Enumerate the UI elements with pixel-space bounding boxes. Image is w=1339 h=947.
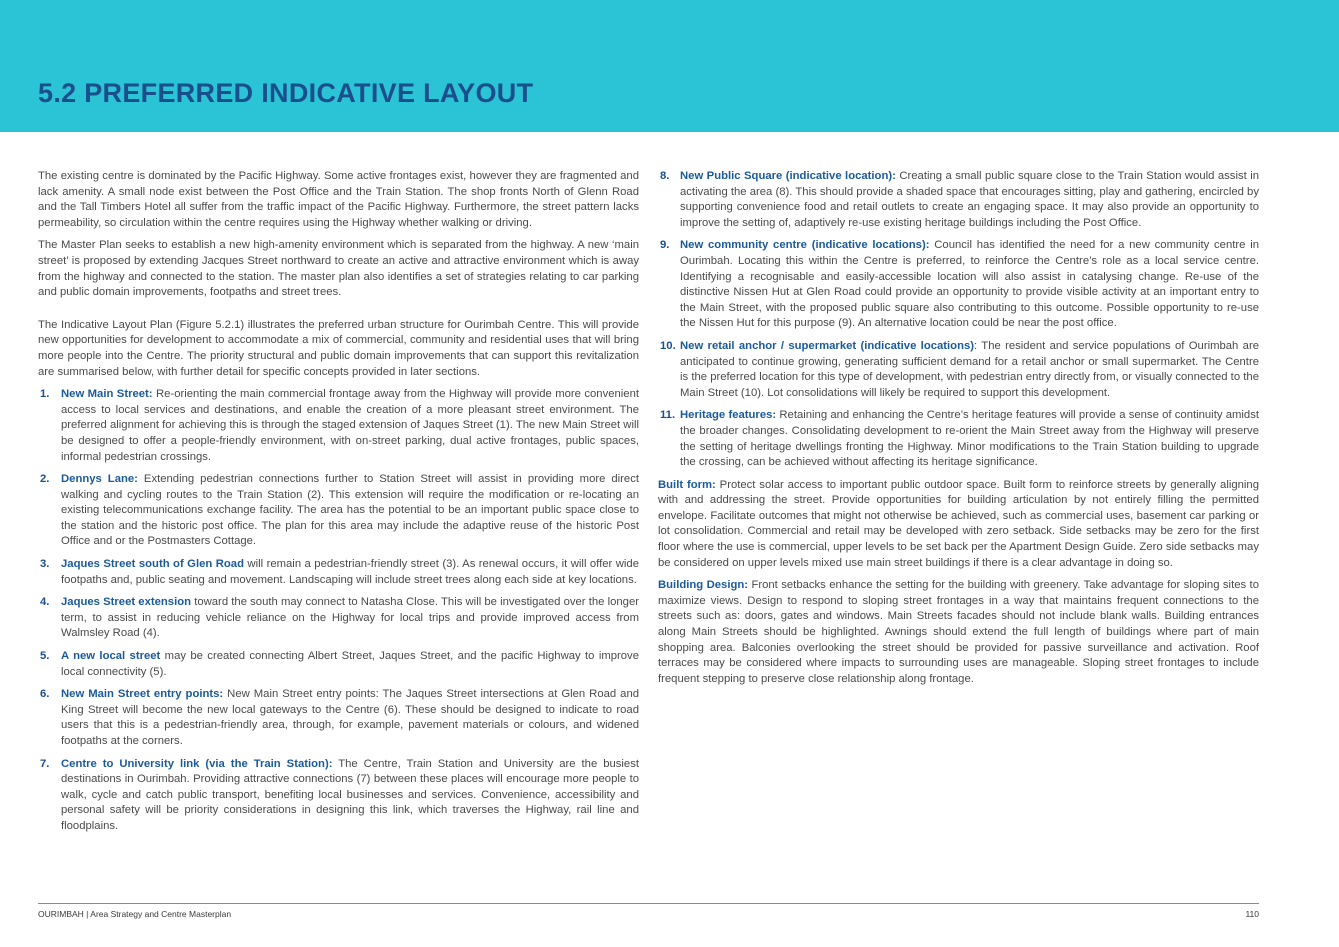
item-heading: Heritage features: — [680, 409, 777, 422]
footer-divider — [38, 903, 1259, 904]
item-text: New Main Street entry points: The Jaques Street intersections at Glen Road and King Street will become the new local gateways to the Centre (6). These should be designed to indicate to road users that this is a pedestrian-friendly area, through, for example, pavement materials or colours, and widened footpaths at the corners. — [61, 688, 640, 747]
list-item — [38, 649, 639, 680]
item-number: 7. — [40, 757, 50, 770]
footer-document-title: OURIMBAH | Area Strategy and Centre Masterplan — [38, 909, 232, 919]
item-heading: Centre to University link (via the Train Station): — [61, 757, 333, 770]
strategy-list-left — [38, 387, 639, 834]
built-form-heading: Built form: — [658, 478, 716, 491]
item-number: 11. — [660, 409, 676, 422]
built-form-paragraph — [658, 478, 1259, 572]
footer-page-number: 110 — [1245, 909, 1259, 919]
item-heading: A new local street — [61, 650, 161, 663]
item-heading: Jaques Street extension — [61, 596, 192, 609]
paragraph-spacer — [38, 308, 639, 318]
item-heading: Dennys Lane: — [61, 473, 138, 486]
item-heading: New Main Street entry points: — [61, 688, 224, 701]
item-text: Council has identified the need for a new community centre in Ourimbah. Locating this within the Centre is preferred, to reinforce the Centre’s role as a local service centre. Identifying a recognisable and easily-accessible location will also assist in catalysing change. Re-use of the distinctive Nissen Hut at Glen Road could provide an opportunity to provide visible activity at an important entry to the Main Street, with the proposed public square also contributing to this outcome. Possible opportunity to re-use the Nissen Hut for this purpose (9). An alternative location could be near the post office. — [680, 239, 1259, 330]
left-column — [38, 169, 639, 842]
item-number: 10. — [660, 339, 676, 352]
intro-paragraph: The existing centre is dominated by the Pacific Highway. Some active frontages exist, however they are fragmented and lack amenity. A small node exist between the Post Office and the Train Station. The shop fronts North of Glenn Road and the Tall Timbers Hotel all suffer from the traffic impact of the Pacific Highway. Furthermore, the street pattern lacks permeability, so circulation within the centre requires using the Highway whether walking or driving. — [38, 170, 639, 229]
item-number: 2. — [40, 473, 50, 486]
item-number: 3. — [40, 558, 50, 571]
list-item — [658, 339, 1259, 401]
list-item — [38, 595, 639, 642]
item-heading: New community centre (indicative locations): — [680, 239, 930, 252]
item-heading: New retail anchor / supermarket (indicative locations) — [680, 339, 975, 352]
item-number: 4. — [40, 596, 50, 609]
item-text: toward the south may connect to Natasha Close. This will be investigated over the longer term, to assist in reducing vehicle reliance on the Highway for local trips and provide improved access from Walmsley Road (4). — [61, 596, 639, 640]
item-text: Retaining and enhancing the Centre’s heritage features will provide a sense of continuity amidst the broader changes. Consolidating development to re-orient the Main Street away from the Highway will preserve the setting of heritage dwellings fronting the Highway. Minor modifications to the Train Station building to upgrade the crossing, can be achieved without affecting its heritage significance. — [680, 409, 1259, 469]
item-text: Extending pedestrian connections further to Station Street will assist in providing more direct walking and cycling routes to the Train Station (2). This extension will require the modification or re-locating an existing telecommunications exchange facility. The area has the potential to be an important public space close to the station and the historic post office. The plan for this area may include the adaptive reuse of the historic Post Office and or the Postmasters Cottage. — [61, 473, 640, 548]
item-number: 8. — [660, 170, 670, 182]
built-form-text: Protect solar access to important public outdoor space. Built form to reinforce streets by generally aligning with and addressing the street. Provide opportunities for building articulation by not entirely filling the permitted envelope. Facilitate outcomes that might not otherwise be achieved, such as commercial uses, basement car parking or lot consolidation. Commercial and retail may be developed with zero setback. Side setbacks may be zero for the first floor where the use is commercial, upper levels to be set back per the Apartment Design Guide. Zero side setbacks may be considered on upper levels mixed use main street buildings if there is a clear advantage in doing so. — [658, 478, 1259, 569]
item-text: may be created connecting Albert Street, Jaques Street, and the pacific Highway to improve local connectivity (5). — [61, 650, 639, 678]
item-text: : The resident and service populations of Ourimbah are anticipated to continue growing, generating sufficient demand for a retail anchor or small supermarket. The Centre is the preferred location for this type of development, with pedestrian entry directly from, or visually connected to the Main Street (10). Lot consolidations will likely be required to support this development. — [680, 339, 1259, 399]
list-item — [38, 472, 639, 550]
list-item — [38, 687, 639, 749]
item-text: will remain a pedestrian-friendly street (3). As renewal occurs, it will offer wide footpaths and, public seating and movement. Landscaping will include street trees along each side at key locations. — [61, 558, 639, 586]
item-number: 1. — [40, 388, 50, 401]
item-number: 6. — [40, 688, 50, 701]
list-item — [38, 387, 639, 465]
item-heading: New Main Street: — [61, 388, 153, 401]
item-text: Creating a small public square close to the Train Station would assist in activating the area (8). This should provide a shaded space that encourages sitting, play and gathering, encircled by supporting convenience food and retail outlets to create an engaging space. It may also provide an opportunity to improve the setting of, adaptively re-use existing heritage buildings including the Post Office. — [680, 170, 1259, 229]
building-design-paragraph — [658, 578, 1259, 687]
item-heading: New Public Square (indicative location): — [680, 170, 896, 182]
building-design-heading: Building Design: — [658, 579, 749, 592]
list-item — [38, 757, 639, 835]
list-item — [658, 238, 1259, 332]
item-heading: Jaques Street south of Glen Road — [61, 558, 244, 571]
building-design-text: Front setbacks enhance the setting for the building with greenery. Take advantage for sloping sites to maximize views. Design to respond to sloping street frontages in a way that maintains frequent connections to the streets such as: doors, gates and windows. Main Streets facades should not include blank walls. Building entrances along Main Streets should be highlighted. Awnings should extend the full length of buildings where part of main shopping area. Balconies overlooking the street should be provided for passive surveillance and activation. Roof terraces may be considered where impacts to surrounding uses are manageable. Sloping street frontages to include frequent stepping to preserve close relationship along frontage. — [658, 579, 1259, 685]
list-item — [658, 408, 1259, 470]
list-item — [38, 557, 639, 588]
item-text: Re-orienting the main commercial frontage away from the Highway will provide more convenient access to local services and destinations, and enable the creation of a more pleasant street environment. The preferred alignment for achieving this is through the staged extension of Jaques Street (1). The new Main Street will be designed to offer a people-friendly environment, with on-street parking, dual active frontages, public spaces, informal pedestrian crossings. — [61, 388, 639, 463]
page-title: 5.2 PREFERRED INDICATIVE LAYOUT — [38, 78, 534, 108]
intro-paragraph: The Indicative Layout Plan (Figure 5.2.1) illustrates the preferred urban structure for Ourimbah Centre. This will provide new opportunities for development to accommodate a mix of commercial, community and residential uses that will bring more people into the Centre. The priority structural and public domain improvements that can support this revitalization are summarised below, with further detail for specific concepts provided in later sections. — [38, 318, 639, 378]
list-item — [658, 169, 1259, 231]
intro-paragraph: The Master Plan seeks to establish a new high-amenity environment which is separated from the highway. A new ‘main street’ is proposed by extending Jacques Street northward to create an active and attractive environment which is away from the highway and connected to the station. The master plan also identifies a set of strategies relating to car parking and public domain improvements, footpaths and street trees. — [38, 239, 639, 299]
item-text: The Centre, Train Station and University are the busiest destinations in Ourimbah. Providing attractive connections (7) between these places will encourage more people to walk, cycle and catch public transport, benefiting local businesses and services. Convenience, accessibility and personal safety will be priority considerations in designing this link, which traverses the Highway, rail line and floodplains. — [61, 757, 639, 832]
item-number: 9. — [660, 239, 670, 252]
right-column — [658, 169, 1259, 694]
item-number: 5. — [40, 650, 50, 663]
strategy-list-right — [658, 169, 1259, 471]
header-banner — [0, 0, 1339, 132]
